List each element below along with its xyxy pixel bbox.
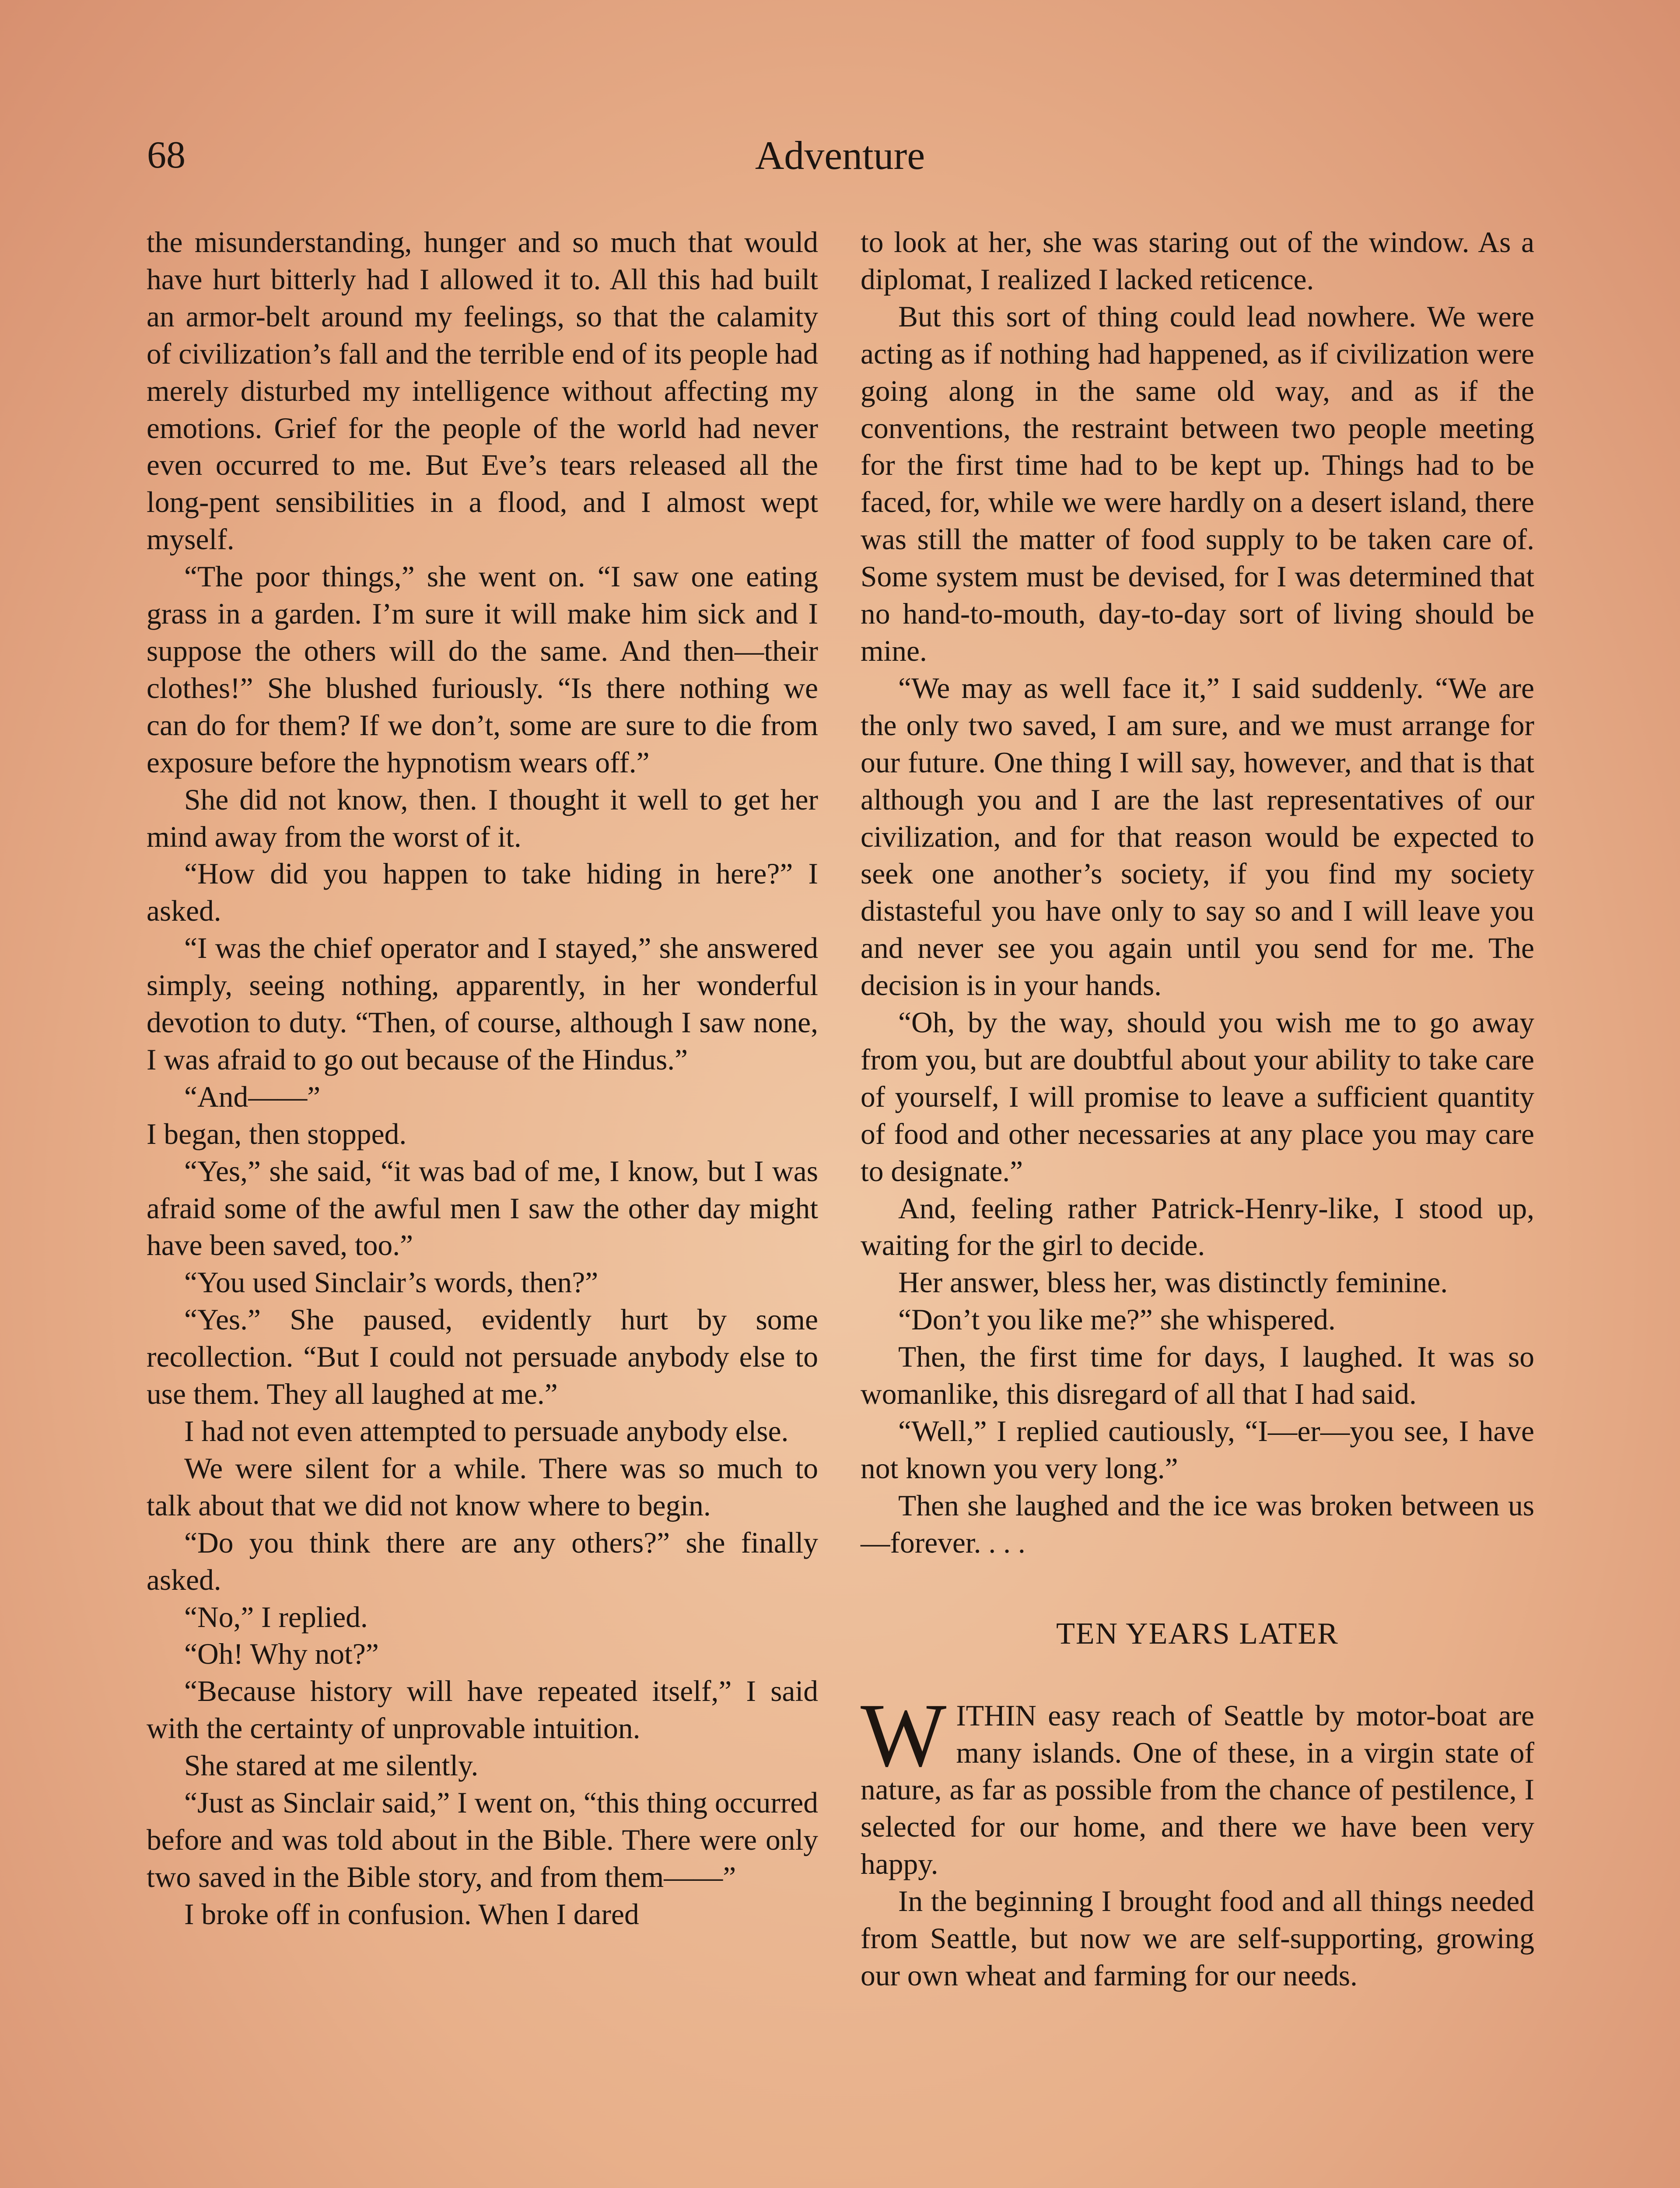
paragraph: “The poor things,” she went on. “I saw one eating grass in a garden. I’m sure it will make him sick and I suppose the others will do the same. And then—their clothes!” She blushed furiously. “Is there nothing we can do for them? If we don’t, some are sure to die from exposure before the hypnotism wears off.” xyxy=(147,560,818,779)
paragraph: I began, then stopped. xyxy=(147,1117,407,1150)
paragraph: “Oh, by the way, should you wish me to go away from you, but are doubtful about your ability to take care of yourself, I will promise to leave a sufficient quantity of food and other necessaries at any place you may care to designate.” xyxy=(861,1006,1534,1188)
paragraph: “You used Sinclair’s words, then?” xyxy=(184,1266,598,1299)
paragraph: We were silent for a while. There was so much to talk about that we did not know where to begin. xyxy=(147,1452,818,1522)
section-first-paragraph xyxy=(861,1684,1534,1883)
paragraph: “Oh! Why not?” xyxy=(184,1637,379,1671)
page-header xyxy=(147,125,1533,186)
paragraph: “We may as well face it,” I said suddenly. “We are the only two saved, I am sure, and we must arrange for our future. One thing I will say, however, and that is that although you and I are the last representatives of our civilization, and for that reason would be expected to seek one another’s society, if you find my society distasteful you have only to say so and I will leave you and never see you again until you send for me. The decision is in your hands. xyxy=(861,671,1534,1002)
page-number: 68 xyxy=(147,134,186,176)
right-column xyxy=(861,224,1534,1995)
paragraph: “Just as Sinclair said,” I went on, “this thing occurred before and was told about in the Bible. There were only two saved in the Bible story, and from them——” xyxy=(147,1786,819,1893)
section-heading: TEN YEARS LATER xyxy=(1056,1616,1339,1651)
paragraph: “Well,” I replied cautiously, “I—er—you see, I have not known you very long.” xyxy=(861,1415,1534,1485)
paragraph: “How did you happen to take hiding in here?” I asked. xyxy=(147,857,818,928)
paragraph: “Because history will have repeated itself,” I said with the certainty of unprovable intuition. xyxy=(147,1675,818,1745)
paragraph: She stared at me silently. xyxy=(184,1749,479,1782)
paragraph: And, feeling rather Patrick-Henry-like, I stood up, waiting for the girl to decide. xyxy=(861,1192,1534,1262)
paragraph: Then she laughed and the ice was broken between us—forever. . . . xyxy=(861,1489,1534,1559)
paragraph-text: ITHIN easy reach of Seattle by motor-boat are many islands. One of these, in a virgin state of nature, as far as possible from the chance of pestilence, I selected for our home, and there we have been very happy. xyxy=(861,1699,1534,1881)
paragraph: to look at her, she was staring out of the window. As a diplomat, I realized I lacked reticence. xyxy=(861,226,1534,296)
paragraph: I broke off in confusion. When I dared xyxy=(184,1897,639,1931)
paragraph: But this sort of thing could lead nowhere. We were acting as if nothing had happened, as if civilization were going along in the same old way, and as if the conventions, the restraint between two people meeting for the first time had to be kept up. Things had to be faced, for, while we were hardly on a desert island, there was still the matter of food supply to be taken care of. Some system must be devised, for I was determined that no hand-to-mouth, day-to-day sort of living should be mine. xyxy=(861,300,1534,667)
paragraph: “No,” I replied. xyxy=(184,1600,368,1634)
running-title: Adventure xyxy=(755,133,925,178)
paragraph: In the beginning I brought food and all things needed from Seattle, but now we are self-supporting, growing our own wheat and farming for our needs. xyxy=(861,1885,1534,1992)
paragraph: She did not know, then. I thought it well to get her mind away from the worst of it. xyxy=(147,783,818,853)
paragraph: the misunderstanding, hunger and so much that would have hurt bitterly had I allowed it to. All this had built an armor-belt around my feelings, so that the calamity of civilization’s fall and the terrible end of its people had merely disturbed my intelligence without affecting my emotions. Grief for the people of the world had never even occurred to me. But Eve’s tears released all the long-pent sensibilities in a flood, and I almost wept myself. xyxy=(147,226,818,556)
paragraph: Then, the first time for days, I laughed. It was so womanlike, this disregard of all that I had said. xyxy=(861,1340,1534,1411)
paragraph: “Don’t you like me?” she whispered. xyxy=(898,1303,1336,1336)
left-column xyxy=(147,224,818,1933)
paragraph: Her answer, bless her, was distinctly feminine. xyxy=(898,1266,1448,1299)
paragraph: “And——” xyxy=(184,1080,321,1113)
paragraph: I had not even attempted to persuade anybody else. xyxy=(184,1415,789,1448)
paragraph: “Yes,” she said, “it was bad of me, I know, but I was afraid some of the awful men I saw the other day might have been saved, too.” xyxy=(147,1154,818,1262)
paragraph: “Yes.” She paused, evidently hurt by some recollection. “But I could not persuade anybody else to use them. They all laughed at me.” xyxy=(147,1303,818,1411)
paragraph: “Do you think there are any others?” she finally asked. xyxy=(147,1526,818,1596)
drop-cap: W xyxy=(861,1684,947,1785)
paragraph: “I was the chief operator and I stayed,” she answered simply, seeing nothing, apparently, in her wonderful devotion to duty. “Then, of course, although I saw none, I was afraid to go out because of the Hindus.” xyxy=(147,932,818,1076)
